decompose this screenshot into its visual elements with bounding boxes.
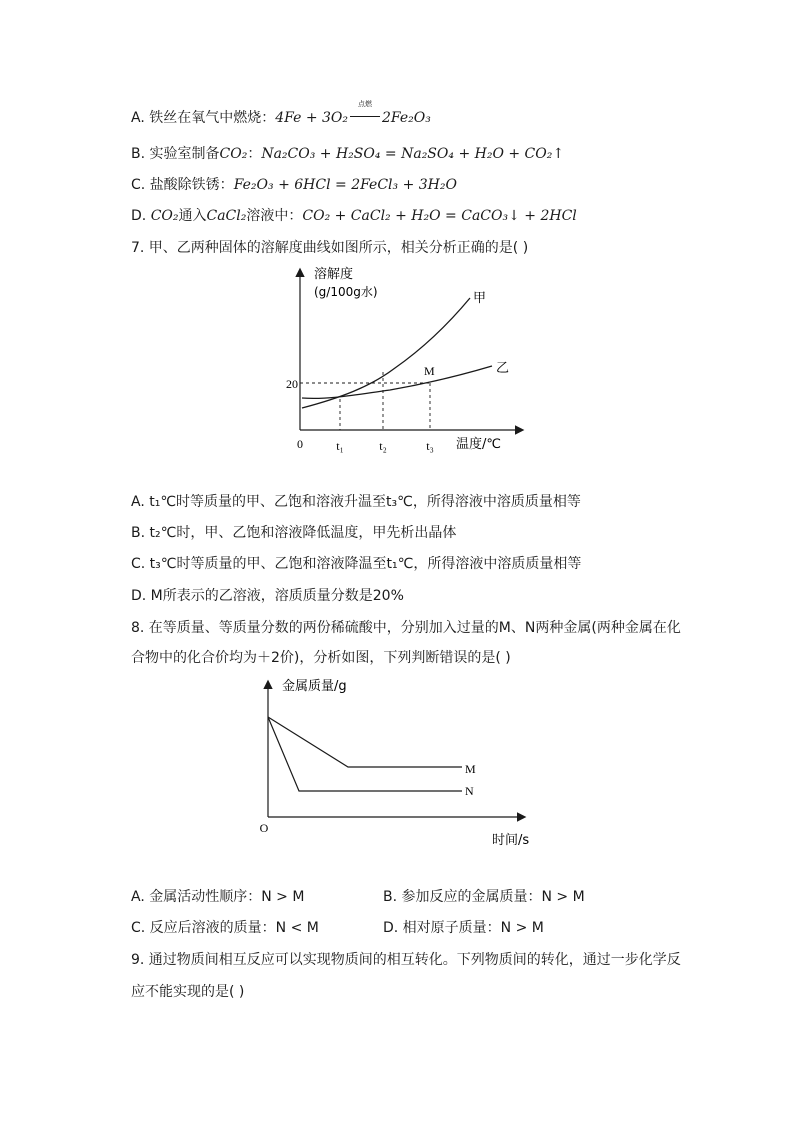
q6-option-d: [131, 206, 577, 226]
reaction-condition-arrow: [348, 100, 382, 128]
q8-option-d: D. 相对原子质量：N > M: [383, 920, 544, 936]
origin-label: 0: [297, 437, 303, 451]
option-label: C.: [131, 177, 146, 193]
x-tick-t2: t₂: [379, 439, 387, 453]
q8-option-c: C. 反应后溶液的质量：N < M: [131, 920, 319, 936]
equation-reactants: 4Fe + 3O₂: [275, 110, 349, 126]
q7-option-c: C. t₃℃时等质量的甲、乙饱和溶液降温至t₁℃，所得溶液中溶质质量相等: [131, 556, 582, 572]
x-axis-label: 温度/℃: [456, 437, 501, 452]
series-m-label: M: [465, 762, 476, 776]
point-m-label: M: [424, 364, 435, 378]
equation: CO₂ + CaCl₂ + H₂O = CaCO₃↓ + 2HCl: [302, 208, 577, 224]
series-yi-curve: [302, 366, 492, 398]
series-yi-label: 乙: [496, 361, 510, 376]
option-text: 实验室制备: [149, 146, 220, 162]
q8-stem-line-1: 8. 在等质量、等质量分数的两份稀硫酸中，分别加入过量的M、N两种金属(两种金属在化: [131, 620, 681, 636]
option-text: 铁丝在氧气中燃烧：: [149, 110, 276, 126]
origin-label: O: [259, 821, 269, 835]
colon: ：: [247, 146, 262, 162]
series-m-line: [268, 717, 462, 767]
series-n-line: [268, 717, 462, 791]
q8-option-a: A. 金属活动性顺序：N > M: [131, 889, 305, 905]
q6-option-a: [131, 100, 431, 128]
q7-stem: 7. 甲、乙两种固体的溶解度曲线如图所示，相关分析正确的是( ): [131, 240, 529, 256]
q7-option-a: A. t₁℃时等质量的甲、乙饱和溶液升温至t₃℃，所得溶液中溶质质量相等: [131, 494, 581, 510]
equation: Na₂CO₃ + H₂SO₄ = Na₂SO₄ + H₂O + CO₂↑: [261, 146, 565, 162]
x-tick-t3: t₃: [426, 439, 434, 453]
y-axis-label-2: (g/100g水): [314, 285, 378, 299]
option-text: 盐酸除铁锈：: [149, 177, 234, 193]
solubility-chart: [270, 262, 530, 462]
q7-option-b: B. t₂℃时，甲、乙饱和溶液降低温度，甲先析出晶体: [131, 525, 457, 541]
reaction-condition: 点燃: [358, 100, 373, 108]
formula: CaCl₂: [206, 208, 247, 224]
metal-mass-chart: [250, 672, 550, 852]
series-jia-curve: [302, 298, 470, 408]
q8-stem-line-2: 合物中的化合价均为＋2价)，分析如图，下列判断错误的是( ): [131, 650, 511, 666]
option-label: A.: [131, 110, 145, 126]
q9-stem-line-2: 应不能实现的是( ): [131, 984, 245, 1000]
q6-option-c: [131, 175, 457, 195]
q6-option-b: [131, 144, 564, 164]
option-label: B.: [131, 146, 146, 162]
equation: Fe₂O₃ + 6HCl = 2FeCl₃ + 3H₂O: [233, 177, 457, 193]
formula: CO₂: [150, 208, 179, 224]
formula: CO₂: [219, 146, 248, 162]
y-axis-label-1: 溶解度: [314, 267, 354, 282]
option-text: 通入: [178, 208, 207, 224]
q9-stem-line-1: 9. 通过物质间相互反应可以实现物质间的相互转化。下列物质间的转化，通过一步化学反: [131, 952, 681, 968]
q8-option-b: B. 参加反应的金属质量：N > M: [383, 889, 585, 905]
x-axis-label: 时间/s: [492, 833, 530, 848]
q7-option-d: D. M所表示的乙溶液，溶质质量分数是20%: [131, 588, 404, 604]
y-axis-label: 金属质量/g: [282, 679, 347, 694]
option-text: 溶液中：: [246, 208, 303, 224]
option-label: D.: [131, 208, 147, 224]
y-tick-20: 20: [286, 377, 298, 391]
equation-products: 2Fe₂O₃: [382, 110, 431, 126]
x-tick-t1: t₁: [336, 439, 344, 453]
series-jia-label: 甲: [473, 291, 487, 306]
series-n-label: N: [465, 784, 474, 798]
